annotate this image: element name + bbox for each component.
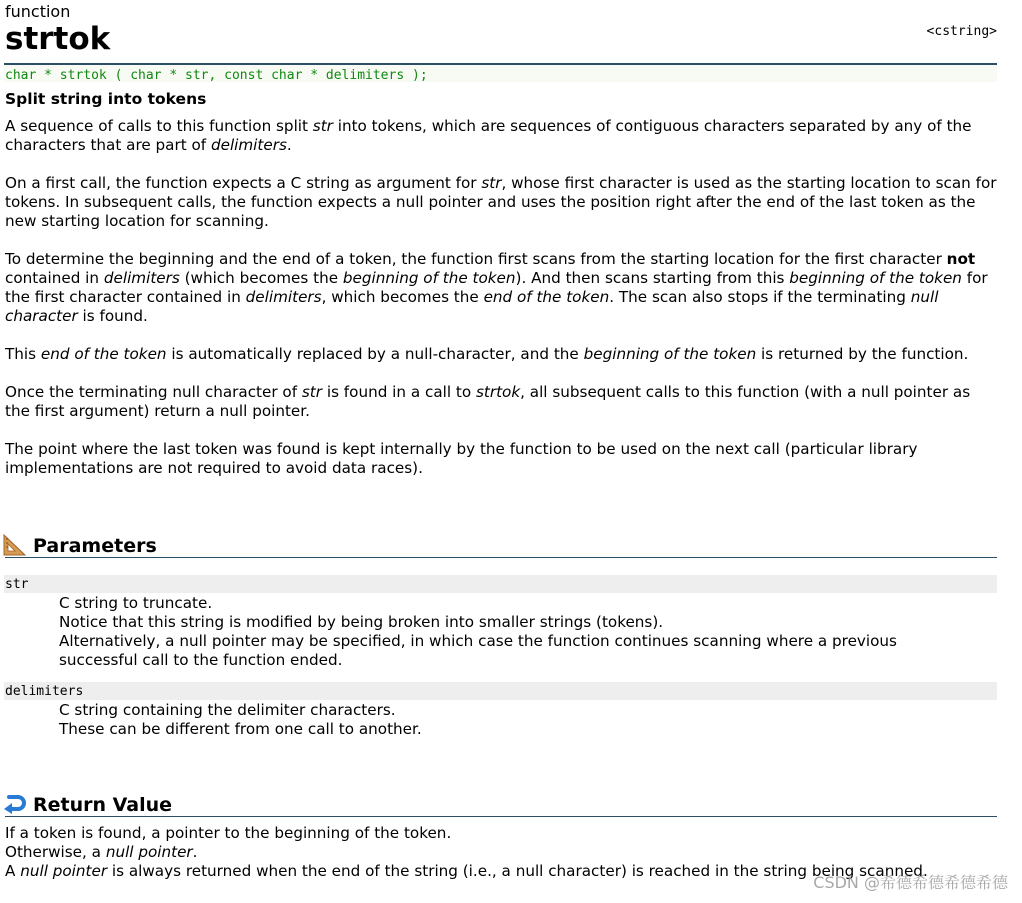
description-paragraph: To determine the beginning and the end of a token, the function first scans from the starting location for the first character not contained in delimiters (which becomes the beginning of the token). And then scans starting from this beginning of the token for the first character contained in delimiters, which becomes the end of the token. The scan also stops if the terminating null character is found. [5, 250, 988, 325]
description-paragraph: A sequence of calls to this function split str into tokens, which are sequences of contiguous characters separated by any of the characters that are part of delimiters. [5, 117, 972, 154]
description [5, 117, 997, 497]
param-desc-line: Notice that this string is modified by being broken into smaller strings (tokens). [59, 613, 664, 631]
return-line: Otherwise, a null pointer. [5, 843, 198, 861]
return-value-title: Return Value [33, 794, 173, 816]
entry-kind: function [5, 2, 71, 21]
param-name-delimiters: delimiters [4, 682, 997, 700]
param-desc-str [59, 594, 979, 670]
return-arrow-icon [3, 793, 27, 815]
function-summary: Split string into tokens [5, 90, 207, 108]
parameters-title: Parameters [33, 535, 157, 557]
description-paragraph: On a first call, the function expects a C string as argument for str, whose first character is used as the starting location to scan for tokens. In subsequent calls, the function expects a null pointer and uses the position right after the end of the last token as the new starting location for scanning. [5, 174, 997, 230]
description-paragraph: This end of the token is automatically replaced by a null-character, and the beginning of the token is returned by the function. [5, 345, 969, 363]
param-desc-delimiters [59, 701, 979, 739]
return-line: If a token is found, a pointer to the beginning of the token. [5, 824, 452, 842]
csdn-watermark: CSDN @希德希德希德希德 [813, 873, 1008, 892]
description-paragraph: The point where the last token was found is kept internally by the function to be used on the next call (particular library implementations are not required to avoid data races). [5, 440, 918, 477]
return-line: A null pointer is always returned when the end of the string (i.e., a null character) is reached in the string being scanned. [5, 862, 928, 880]
return-value-text [5, 824, 935, 881]
param-desc-line: C string to truncate. [59, 594, 213, 612]
header-link[interactable]: <cstring> [926, 24, 997, 39]
function-prototype: char * strtok ( char * str, const char * delimiters ); [4, 63, 997, 82]
param-desc-line: C string containing the delimiter characters. [59, 701, 396, 719]
return-value-heading [5, 792, 997, 817]
param-name-str: str [4, 575, 997, 593]
description-paragraph: Once the terminating null character of str is found in a call to strtok, all subsequent calls to this function (with a null pointer as the first argument) return a null pointer. [5, 383, 971, 420]
param-desc-line: Alternatively, a null pointer may be specified, in which case the function continues scanning where a previous successful call to the function ended. [59, 632, 897, 669]
param-desc-line: These can be different from one call to another. [59, 720, 422, 738]
parameters-heading [5, 533, 997, 558]
page-title: strtok [5, 21, 111, 57]
ruler-triangle-icon [3, 534, 27, 556]
